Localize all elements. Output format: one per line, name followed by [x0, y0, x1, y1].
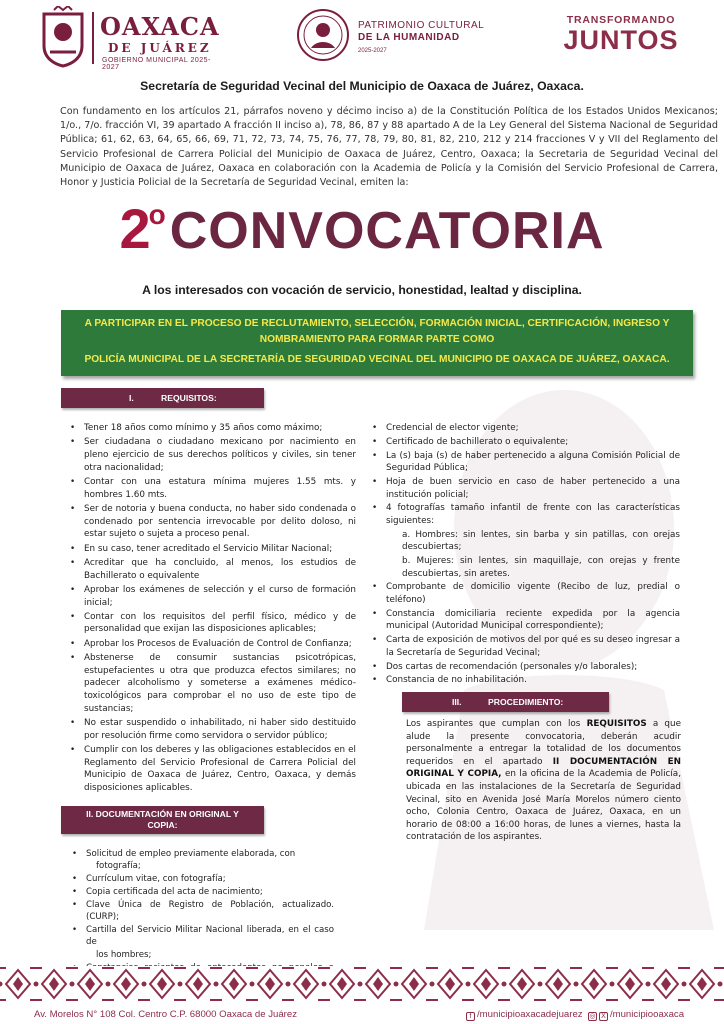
patrimonio-logo-line3: 2025-2027 — [358, 48, 387, 54]
section-procedimiento-number: III. — [452, 697, 462, 707]
instagram-icon: ◎ — [589, 1013, 596, 1020]
section-documentacion-line1: II. DOCUMENTACIÓN EN ORIGINAL Y — [86, 809, 239, 819]
intro-paragraph: Con fundamento en los artículos 21, párrafos noveno y décimo inciso a) de la Constitución Política de los Estados Unidos Mexicanos; 1/o., 7/o. fracción VI, 39 apartado A fracción II inciso a), 78, 86, 87 y 88 apartado A de la Ley General del Sistema Nacional de Seguridad Pública; 61, 62, 63, 64, 65, 66, 69, 71, 72, 73, 74, 75, 76, 77, 78, 79, 80, 81, 82, 210, 212 y 214 fracciones V y VII del Reglamento del Servicio Profesional de Carrera Policial del Municipio de Oaxaca de Juárez, Centro, Oaxaca; la Secretaria de Seguridad Vecinal del Municipio de Oaxaca de Juárez, Oaxaca en colaboración con la Academia de Policía y la Comisión del Servicio Profesional de Carrera, Honor y Justicia Policial de la Secretaría de Seguridad Vecinal, emiten la: — [60, 106, 718, 189]
x-icon: X — [599, 1012, 608, 1021]
list-item: • Constancia de no inhabilitación. — [372, 674, 680, 687]
procedimiento-paragraph — [406, 718, 681, 844]
section-requisitos-number: I. — [129, 393, 134, 403]
purpose-banner — [61, 310, 693, 376]
section-procedimiento-label: PROCEDIMIENTO: — [488, 697, 564, 707]
tagline: A los interesados con vocación de servicio, honestidad, lealtad y disciplina. — [142, 283, 582, 297]
juntos-logo-line2: JUNTOS — [563, 25, 679, 55]
header — [0, 0, 724, 74]
list-item-text: Solicitud de empleo previamente elaborada, con — [86, 849, 296, 859]
patrimonio-logo-line1: PATRIMONIO CULTURAL — [358, 20, 485, 31]
oaxaca-logo — [40, 6, 220, 71]
procedimiento-text: a que alude la presente convocatoria, deberán acudir personalmente a entregar la totalidad de los documentos requeridos en el apartado — [406, 719, 681, 767]
footer-facebook-handle[interactable]: /municipioaxacadejuarez — [477, 1009, 583, 1020]
list-item: • Contar con los requisitos del perfil físico, médico y de personalidad que exijan las disposiciones aplicables; — [70, 611, 356, 636]
section-documentacion-line2: COPIA: — [147, 820, 178, 830]
list-item — [72, 886, 334, 898]
list-item: • Aprobar los exámenes de selección y el curso de formación inicial; — [70, 584, 356, 609]
list-subitem-mujeres: b. Mujeres: sin lentes, sin maquillaje, con orejas y frente descubiertas, sin aretes. — [402, 556, 680, 579]
footer-social-handle[interactable]: /municipiooaxaca — [609, 1009, 685, 1020]
list-item: • Acreditar que ha concluido, al menos, los estudios de Bachillerato o equivalente — [70, 557, 356, 582]
list-item-continuation: fotografía; — [96, 861, 141, 872]
footer-social — [466, 1009, 684, 1021]
patrimonio-logo-line2: DE LA HUMANIDAD — [358, 32, 460, 43]
list-item: • No estar suspendido o inhabilitado, ni haber sido destituido por resolución firme como servidora o servidor público; — [70, 717, 356, 742]
procedimiento-text: Los aspirantes que cumplan con los — [406, 719, 587, 729]
oaxaca-logo-line3: GOBIERNO MUNICIPAL 2025-2027 — [102, 57, 211, 71]
logo-divider — [92, 12, 94, 64]
list-item — [72, 848, 334, 873]
convocatoria-superscript: o — [148, 199, 166, 230]
list-item: • Aprobar los Procesos de Evaluación de Control de Confianza; — [70, 638, 356, 651]
list-item: • Dos cartas de recomendación (personales y/o laborales); — [372, 661, 680, 674]
section-requisitos-header — [61, 388, 264, 408]
oaxaca-logo-line2: DE JUÁREZ — [108, 41, 212, 55]
list-item — [72, 924, 334, 961]
convocatoria-heading — [0, 196, 724, 261]
list-item: • Ser ciudadana o ciudadano mexicano por nacimiento en pleno ejercicio de sus derechos políticos y civiles, sin tener otra nacionalidad; — [70, 436, 356, 474]
oaxaca-seal-icon — [40, 6, 86, 68]
banner-line2: POLICÍA MUNICIPAL DE LA SECRETARÍA DE SEGURIDAD VECINAL DEL MUNICIPIO DE OAXACA DE JUÁREZ, OAXACA. — [84, 354, 670, 365]
list-item-continuation: los hombres; — [96, 949, 152, 960]
procedimiento-text: en la oficina de la Academia de Policía, ubicada en las instalaciones de la Secretaría de Seguridad Vecinal, sito en Avenida José María Morelos número ciento ocho, Colonia Centro, Oaxaca de Juárez, Oaxaca, en un horario de 08:00 a 16:00 horas, de lunes a viernes, hasta la contratación de los aspirantes. — [406, 769, 681, 843]
list-item: • Contar con una estatura mínima mujeres 1.55 mts. y hombres 1.60 mts. — [70, 476, 356, 501]
list-item: • Constancia domiciliaria reciente expedida por la agencia municipal (Autoridad Municipal correspondiente); — [372, 608, 680, 633]
footer — [0, 1004, 724, 1024]
juntos-logo — [556, 14, 686, 64]
section-documentacion-header — [61, 806, 264, 834]
list-item: • Tener 18 años como mínimo y 35 años como máximo; — [70, 422, 356, 435]
list-item: • 4 fotografías tamaño infantil de frente con las características siguientes: — [372, 502, 680, 527]
list-item: • Certificado de bachillerato o equivalente; — [372, 436, 680, 449]
convocatoria-number: 2 — [119, 197, 151, 260]
section-requisitos-label: REQUISITOS: — [161, 393, 217, 403]
convocatoria-word: CONVOCATORIA — [169, 202, 605, 260]
footer-address: Av. Morelos N° 108 Col. Centro C.P. 68000 Oaxaca de Juárez — [34, 1009, 298, 1020]
list-item: • Credencial de elector vigente; — [372, 422, 680, 435]
requisitos-left-list — [70, 422, 356, 796]
list-item: • En su caso, tener acreditado el Servicio Militar Nacional; — [70, 543, 356, 556]
oaxaca-logo-line1: OAXACA — [100, 12, 220, 41]
section-procedimiento-header — [402, 692, 609, 712]
list-item: • Hoja de buen servicio en caso de haber pertenecido a una institución policial; — [372, 476, 680, 501]
list-item — [72, 873, 334, 885]
patrimonio-logo — [296, 8, 486, 68]
list-item: • Cumplir con los deberes y las obligaciones establecidos en el Reglamento del Servicio Profesional de Carrera Policial del Municipio de Oaxaca de Juárez, Centro, Oaxaca, y demás disposiciones aplicables. — [70, 744, 356, 794]
list-item: • Ser de notoria y buena conducta, no haber sido condenada o condenado por sentencia irrevocable por delito doloso, ni estar sujeto o sujeta a proceso penal. — [70, 503, 356, 541]
footer-ornament-pattern — [0, 966, 724, 1002]
list-item-text: Clave Única de Registro de Población, actualizado. (CURP); — [86, 899, 334, 923]
patrimonio-seal-icon — [296, 8, 350, 62]
juntos-logo-line1: TRANSFORMANDO — [566, 14, 676, 26]
list-item — [72, 899, 334, 924]
document-title: Secretaría de Seguridad Vecinal del Municipio de Oaxaca de Juárez, Oaxaca. — [140, 79, 584, 93]
banner-line1: A PARTICIPAR EN EL PROCESO DE RECLUTAMIENTO, SELECCIÓN, FORMACIÓN INICIAL, CERTIFICACIÓN, INGRESO Y NOMBRAMIENTO PARA FORMAR PARTE COMO — [84, 318, 670, 345]
list-item: • Comprobante de domicilio vigente (Recibo de luz, predial o teléfono) — [372, 581, 680, 606]
procedimiento-bold: II DOCUMENTACIÓN EN ORIGINAL Y COPIA, — [406, 756, 681, 780]
list-item: • La (s) baja (s) de haber pertenecido a alguna Comisión Policial de Seguridad Pública; — [372, 450, 680, 475]
requisitos-right-list — [372, 422, 680, 688]
facebook-icon: f — [466, 1012, 475, 1021]
list-subitem-hombres: a. Hombres: sin lentes, sin barba y sin patillas, con orejas descubiertas; — [402, 529, 680, 553]
list-item-text: Copia certificada del acta de nacimiento; — [86, 887, 263, 897]
list-item: • Abstenerse de consumir sustancias psicotrópicas, estupefacientes u otra que produzca efectos similares; no padecer alcoholismo y someterse a exámenes médico-toxicológicos para comprobar el no uso de este tipo de sustancias; — [70, 652, 356, 715]
list-item-text: Cartilla del Servicio Militar Nacional liberada, en el caso de — [86, 925, 334, 948]
list-item: • Carta de exposición de motivos del por qué es su deseo ingresar a la Secretaría de Seguridad Vecinal; — [372, 634, 680, 659]
list-item-text: Currículum vitae, con fotografía; — [86, 874, 226, 885]
procedimiento-bold: REQUISITOS — [586, 719, 647, 729]
